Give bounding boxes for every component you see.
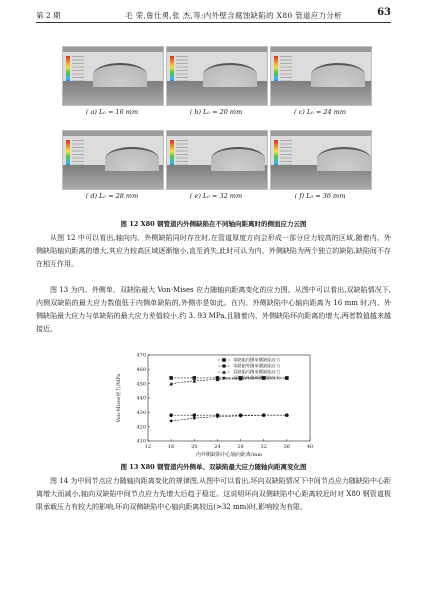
color-scale-icon xyxy=(170,140,174,168)
y-tick-label: 410 xyxy=(136,438,146,445)
color-scale-icon xyxy=(274,140,278,168)
paragraph-2: 图 13 为内、外侧单、双缺陷最大 Von-Mises 应力随轴向距离变化的应力图。从图中可以看出,双缺陷情况下,内侧双缺陷的最大应力数值低于内侧单缺陷的,外侧亦是如此。在内、外侧缺陷中心轴向距离为 16 mm 时,内、外侧缺陷最大应力与单缺陷的最大应力差值较小,约 3. 93 MPa,且随着内、外侧缺陷环向距离的增大,两者数值越来越接近。 xyxy=(36,286,391,333)
panel-label-d: ( d) L₀ = 28 mm xyxy=(85,192,139,200)
y-tick-label: 450 xyxy=(136,381,146,388)
y-tick-label: 420 xyxy=(136,424,146,431)
panel-label-c: ( c) L₀ = 24 mm xyxy=(293,108,346,116)
panel-label-e: ( e) L₀ = 32 mm xyxy=(189,192,243,200)
y-axis-label: Von-Mises应力/MPa xyxy=(116,373,122,423)
legend-marker xyxy=(222,358,226,362)
color-scale-icon xyxy=(66,56,70,84)
panel-label-a: ( a) L₀ = 16 mm xyxy=(85,108,139,116)
data-point xyxy=(169,413,173,417)
plot-frame xyxy=(148,355,310,441)
x-tick-label: 28 xyxy=(237,444,244,450)
panel-label-f: ( f) L₀ = 36 mm xyxy=(294,192,346,200)
data-point xyxy=(169,376,173,380)
y-tick-label: 460 xyxy=(136,366,146,373)
color-scale-icon xyxy=(170,56,174,84)
legend-label: 双缺陷内侧单侧缺陷应力 xyxy=(233,370,281,376)
figure-12 xyxy=(60,46,368,216)
y-tick-label: 430 xyxy=(136,409,146,416)
stress-contour-panel-b xyxy=(166,46,268,106)
stress-contour-panel-f xyxy=(270,130,372,190)
figure-12-caption: 图 12 X80 钢管道内外侧缺陷在不同轴向距离时的侧面应力云图 xyxy=(120,220,307,228)
paragraph-1: 从图 12 中可以看出,轴向内、外侧缺陷同时存在时,在管道厚度方向会形成一部分应力较高的区域,随着内、外侧缺陷轴向距离的增大,其应力较高区域逐渐缩小,直至消失,此时可认为内、外侧缺陷为两个独立的缺陷,缺陷间不存在相互作用。 xyxy=(36,234,391,268)
paragraph-3: 图 14 为中间节点应力随轴向距离变化的规律图,从图中可以看出,环向双缺陷情况下中间节点应力随缺陷中心距离增大而减小,轴向双缺陷中间节点应力先增大后趋于稳定。这说明环向双侧缺陷中心距离较近时对 X80 钢管道极限承载压力有较大的影响,环向双侧缺陷中心轴向距离较远(>32 mm)时,影响较为有限。 xyxy=(36,477,391,511)
data-point xyxy=(169,419,173,423)
x-tick-label: 20 xyxy=(191,444,198,450)
data-point xyxy=(192,416,196,420)
page-number: 63 xyxy=(377,7,391,18)
figure-13-chart xyxy=(110,349,320,459)
line-chart xyxy=(110,349,320,459)
issue-number: 第 2 期 xyxy=(36,11,61,20)
color-scale-icon xyxy=(66,140,70,168)
x-tick-label: 16 xyxy=(167,444,175,450)
x-tick-label: 40 xyxy=(306,444,314,450)
x-tick-label: 32 xyxy=(260,444,267,450)
x-tick-label: 36 xyxy=(283,444,291,450)
stress-contour-panel-d xyxy=(62,130,164,190)
stress-contour-panel-e xyxy=(166,130,268,190)
y-tick-label: 440 xyxy=(136,395,146,402)
legend-label: 双缺陷外侧单侧缺陷应力 xyxy=(233,376,281,382)
x-tick-label: 12 xyxy=(144,444,152,450)
x-tick-label: 24 xyxy=(214,444,221,450)
stress-contour-panel-a xyxy=(62,46,164,106)
figure-13-caption: 图 13 X80 钢管道内外侧单、双缺陷最大应力随轴向距离变化图 xyxy=(120,463,307,471)
x-axis-label: 内外侧缺陷中心轴向距离/mm xyxy=(195,452,263,458)
running-title: 毛 荣,詹仕勇,张 杰,等:内外壁含腐蚀缺陷的 X80 管道应力分析 xyxy=(125,11,342,20)
legend-label: 单缺陷内侧单侧缺陷应力 xyxy=(233,358,281,364)
y-tick-label: 470 xyxy=(136,352,146,359)
stress-contour-panel-c xyxy=(270,46,372,106)
legend-marker xyxy=(222,364,226,368)
legend-label: 单缺陷外侧单侧缺陷应力 xyxy=(233,364,281,370)
running-header xyxy=(36,6,391,23)
color-scale-icon xyxy=(274,56,278,84)
series-line-4 xyxy=(171,415,287,421)
panel-label-b: ( b) L₀ = 20 mm xyxy=(189,108,243,116)
